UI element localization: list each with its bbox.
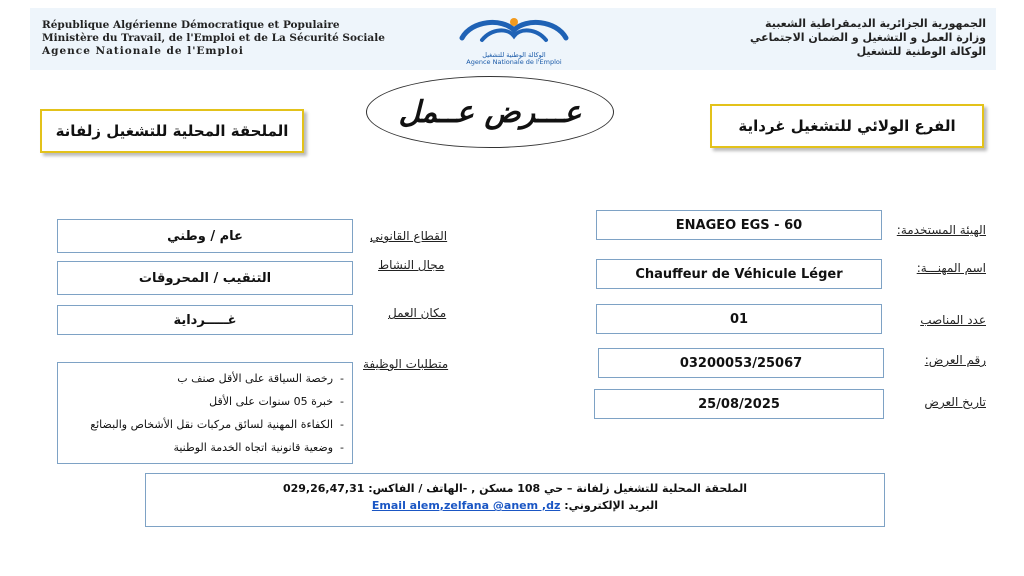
profession-label: اسم المهنـــة: <box>916 261 986 275</box>
list-item: - خبرة 05 سنوات على الأقل <box>209 395 344 408</box>
anem-logo-icon <box>452 14 576 48</box>
employer-value: ENAGEO EGS - 60 <box>596 210 882 240</box>
contact-email-label: البريد الإلكتروني: <box>564 499 659 512</box>
positions-count-label: عدد المناصب <box>920 313 986 327</box>
offer-title: عـــرض عــمل <box>398 94 582 130</box>
header-fr-ministry: Ministère du Travail, de l'Emploi et de La Sécurité Sociale <box>42 32 385 44</box>
list-item: - وضعية قانونية اتجاه الخدمة الوطنية <box>173 441 344 454</box>
requirements-box <box>57 362 353 464</box>
work-location-label: مكان العمل <box>388 306 447 320</box>
contact-address-line <box>146 482 884 495</box>
regional-branch-title: الفرع الولائي للتشغيل غرداية <box>710 104 984 148</box>
employer-label: الهيئة المستخدمة: <box>896 223 986 237</box>
offer-date-value: 25/08/2025 <box>594 389 884 419</box>
header-ar-agency: الوكالة الوطنية للتشغيل <box>856 45 986 58</box>
header-fr-republic: République Algérienne Démocratique et Populaire <box>42 19 340 31</box>
header-ar-republic: الجمهورية الجزائرية الديمقراطية الشعبية <box>765 17 986 30</box>
anem-logo <box>452 14 576 66</box>
logo-caption-ar: الوكالة الوطنية للتشغيل <box>482 51 546 59</box>
requirements-list <box>58 367 344 459</box>
offer-date-label: تاريخ العرض <box>924 395 986 409</box>
offer-number-label: رقم العرض: <box>924 353 986 367</box>
legal-sector-value: عام / وطني <box>57 219 353 253</box>
legal-sector-label: القطاع القانوني <box>370 229 448 243</box>
local-annex-title: الملحقة المحلية للتشغيل زلفانة <box>40 109 304 153</box>
activity-field-value: التنقيب / المحروقات <box>57 261 353 295</box>
logo-caption-fr: Agence Nationale de l'Emploi <box>466 58 562 66</box>
contact-address: الملحقة المحلية للتشغيل زلفانة – حي 108 مسكن , -الهاتف / الفاكس: <box>368 482 748 495</box>
positions-count-value: 01 <box>596 304 882 334</box>
header-fr-agency: Agence Nationale de l'Emploi <box>42 45 244 57</box>
contact-email-link[interactable]: Email alem,zelfana @anem ,dz <box>371 499 561 512</box>
contact-email-line <box>146 499 884 512</box>
offer-title-oval <box>366 76 614 148</box>
contact-phone: 029,26,47,31 <box>282 482 365 495</box>
activity-field-label: مجال النشاط <box>378 258 445 272</box>
work-location-value: غـــــرداية <box>57 305 353 335</box>
list-item: - رخصة السياقة على الأقل صنف ب <box>177 372 344 385</box>
list-item: - الكفاءة المهنية لسائق مركبات نقل الأشخاص والبضائع <box>90 418 344 431</box>
profession-value: Chauffeur de Véhicule Léger <box>596 259 882 289</box>
contact-box <box>145 473 885 527</box>
header-ar-ministry: وزارة العمل و التشغيل و الضمان الاجتماعي <box>750 31 986 44</box>
requirements-label: متطلبات الوظيفة <box>363 357 449 371</box>
offer-number-value: 03200053/25067 <box>598 348 884 378</box>
